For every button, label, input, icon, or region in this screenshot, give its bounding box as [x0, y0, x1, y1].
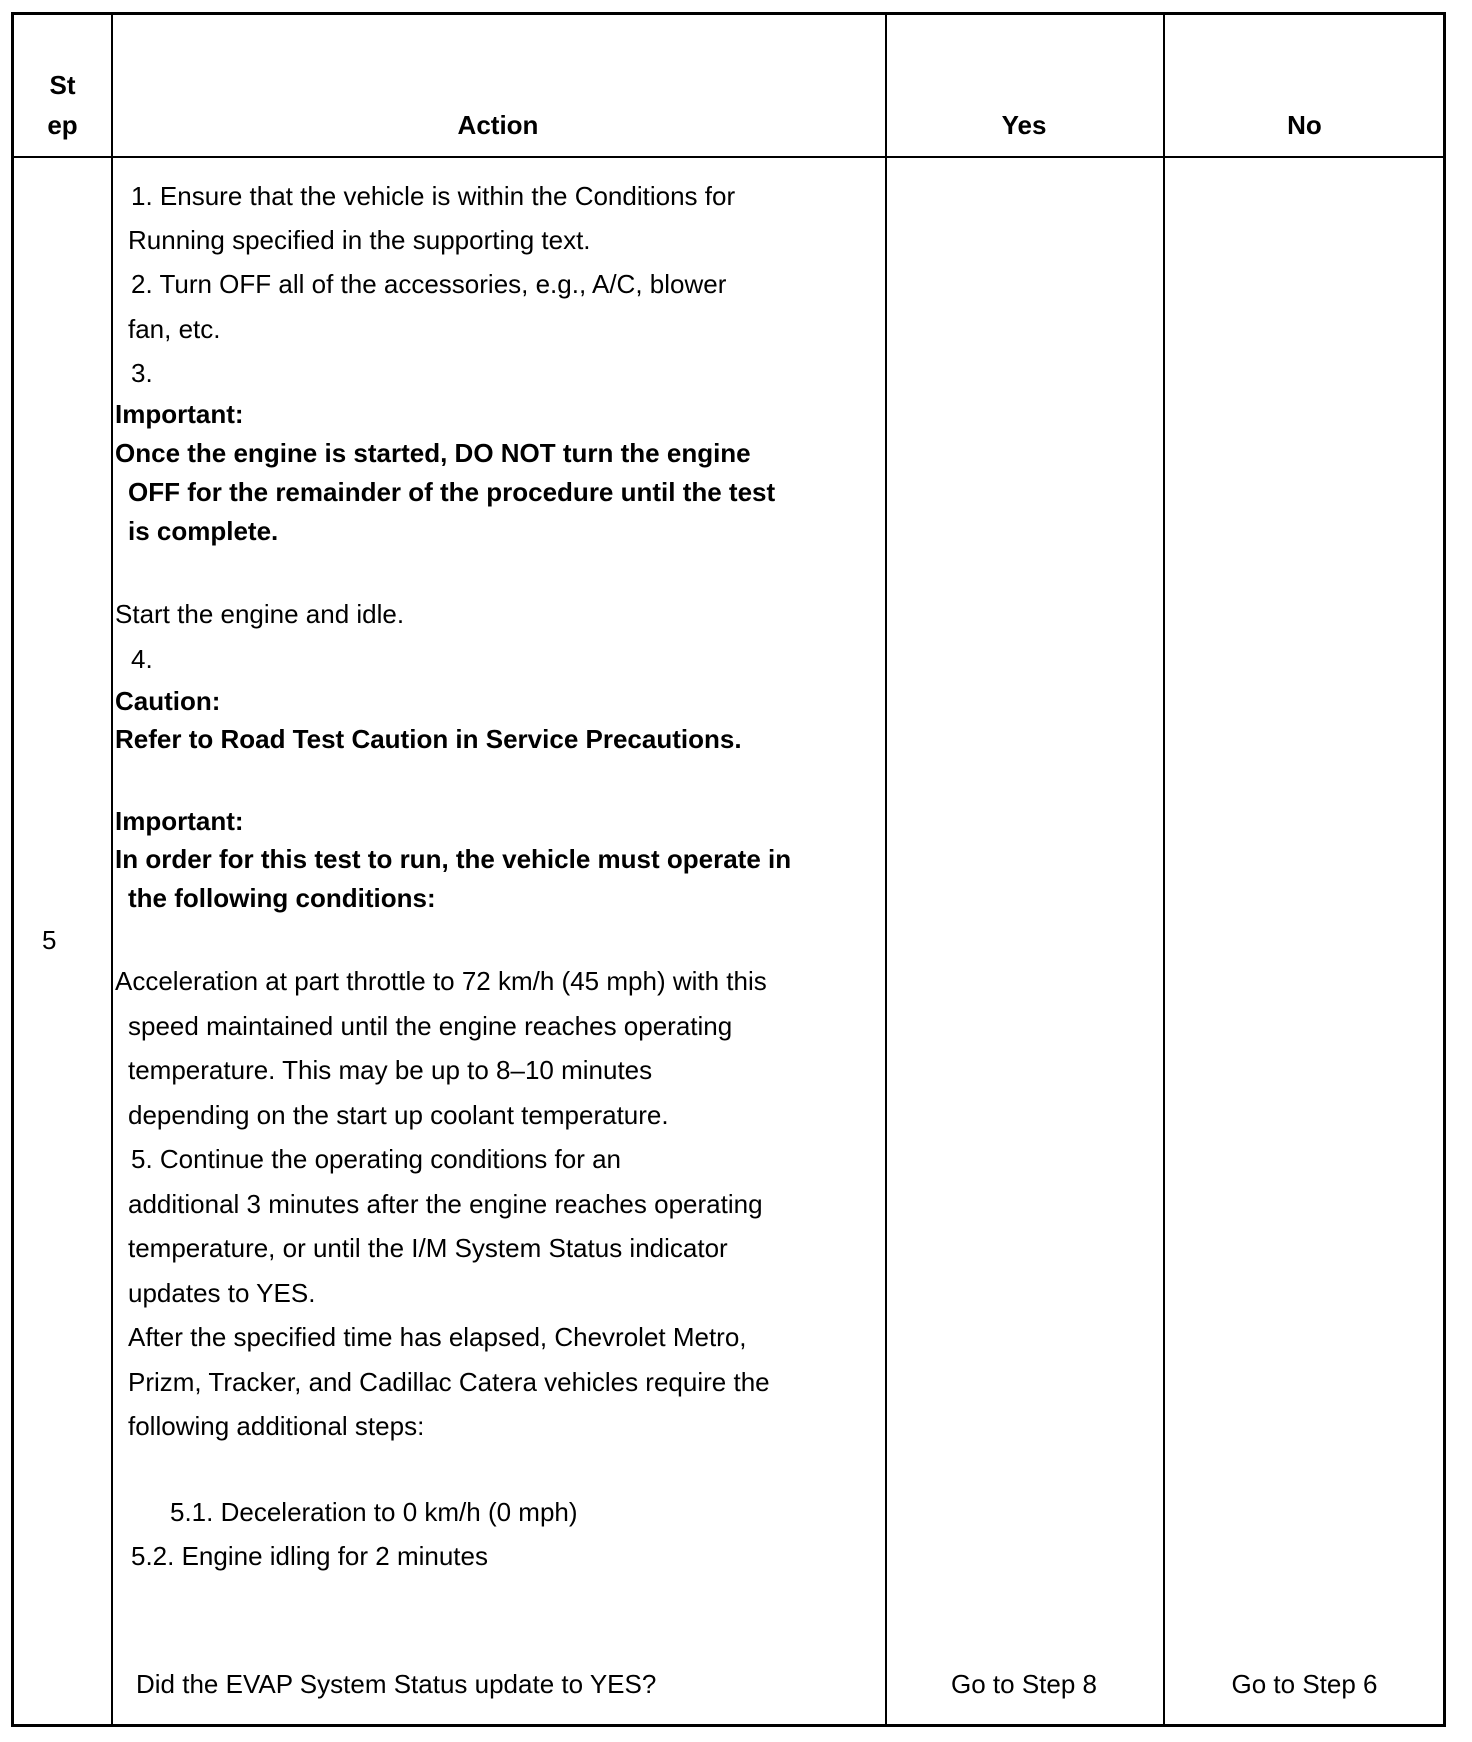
- step-number: 5: [42, 925, 57, 955]
- important-label: Important:: [115, 399, 244, 429]
- important-text: the following conditions:: [128, 883, 436, 913]
- action-line: Start the engine and idle.: [115, 599, 405, 629]
- column-divider: [111, 15, 113, 1724]
- action-line: 3.: [131, 358, 153, 388]
- header-action: Action: [457, 110, 539, 140]
- action-line: updates to YES.: [128, 1278, 316, 1308]
- caution-text: Refer to Road Test Caution in Service Precautions.: [115, 724, 742, 754]
- action-line: 5.1. Deceleration to 0 km/h (0 mph): [170, 1497, 578, 1527]
- column-divider: [1163, 15, 1165, 1724]
- important-label: Important:: [115, 806, 244, 836]
- action-line: temperature. This may be up to 8–10 minutes: [128, 1055, 653, 1085]
- question-text: Did the EVAP System Status update to YES?: [136, 1669, 657, 1699]
- action-line: 4.: [131, 644, 153, 674]
- header-divider: [14, 156, 1443, 158]
- action-line: speed maintained until the engine reaches operating: [128, 1011, 733, 1041]
- column-divider: [885, 15, 887, 1724]
- action-line: Prizm, Tracker, and Cadillac Catera vehicles require the: [128, 1367, 770, 1397]
- important-text: OFF for the remainder of the procedure until the test: [128, 477, 776, 507]
- action-line: 5. Continue the operating conditions for an: [131, 1144, 622, 1174]
- caution-label: Caution:: [115, 686, 221, 716]
- action-line: fan, etc.: [128, 314, 221, 344]
- action-line: 5.2. Engine idling for 2 minutes: [131, 1541, 488, 1571]
- header-step-line2: ep: [47, 110, 78, 140]
- action-line: 2. Turn OFF all of the accessories, e.g., A/C, blower: [131, 269, 727, 299]
- header-no: No: [1287, 110, 1322, 140]
- action-line: temperature, or until the I/M System Status indicator: [128, 1233, 728, 1263]
- action-line: following additional steps:: [128, 1411, 425, 1441]
- action-line: Acceleration at part throttle to 72 km/h (45 mph) with this: [115, 966, 767, 996]
- header-step-line1: St: [49, 70, 76, 100]
- no-result: Go to Step 6: [1231, 1669, 1378, 1699]
- action-line: 1. Ensure that the vehicle is within the Conditions for: [131, 181, 736, 211]
- yes-result: Go to Step 8: [951, 1669, 1097, 1699]
- action-line: depending on the start up coolant temperature.: [128, 1100, 669, 1130]
- action-line: Running specified in the supporting text.: [128, 225, 591, 255]
- important-text: Once the engine is started, DO NOT turn the engine: [115, 438, 751, 468]
- action-line: After the specified time has elapsed, Chevrolet Metro,: [128, 1322, 747, 1352]
- action-line: additional 3 minutes after the engine reaches operating: [128, 1189, 763, 1219]
- important-text: In order for this test to run, the vehicle must operate in: [115, 844, 792, 874]
- header-yes: Yes: [1001, 110, 1047, 140]
- important-text: is complete.: [128, 516, 279, 546]
